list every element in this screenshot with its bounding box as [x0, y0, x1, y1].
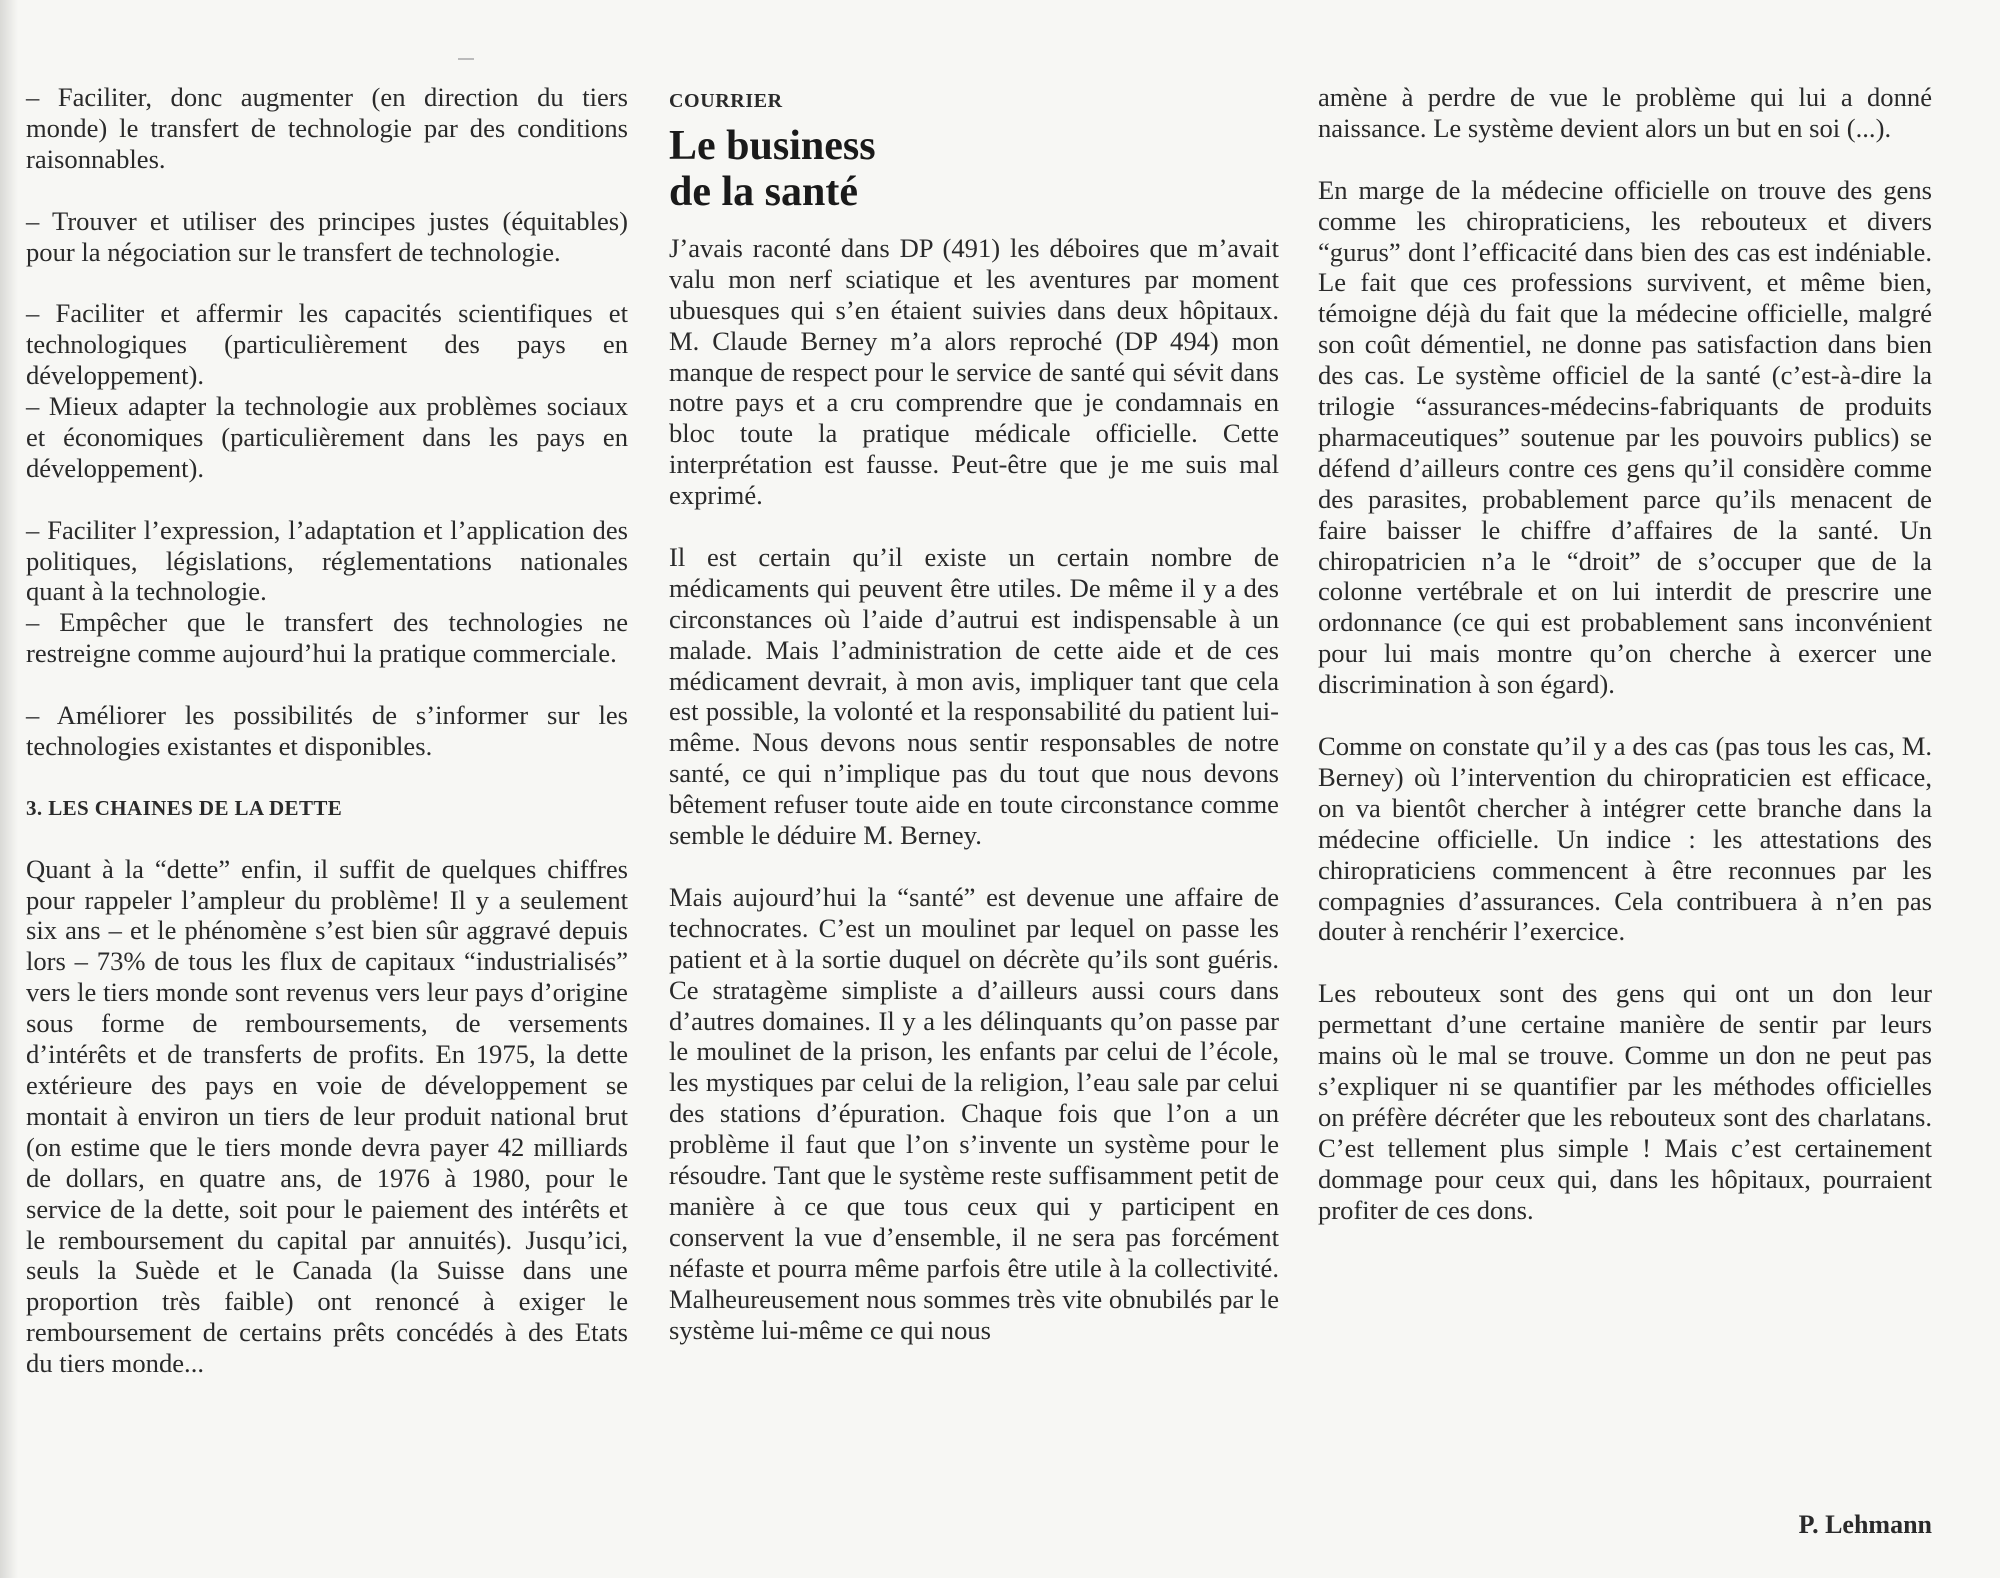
paragraph: Il est certain qu’il existe un certain nombre de médicaments qui peuvent être utiles. De même il y a des circonstances où l’aide d’autrui est indispensable à un malade. Mais l’administration de cette aide et de ces médicament devrait, à mon avis, impliquer tant que cela est possible, la volonté et la responsabilité du patient lui-même. Nous devons nous sentir responsables de notre santé, ce qui n’implique pas du tout que nous devons bêtement refuser toute aide en toute circonstance comme semble le déduire M. Berney.	[669, 541, 1279, 851]
paragraph: – Mieux adapter la technologie aux problèmes sociaux et économiques (particulièrement dans les pays en développement).	[26, 391, 628, 483]
article-title-line-1: Le business	[669, 122, 876, 169]
column-left	[26, 82, 628, 1410]
author-signature: P. Lehmann	[1798, 1510, 1932, 1539]
column-right	[1318, 82, 1932, 1256]
section-heading: 3. LES CHAINES DE LA DETTE	[26, 795, 343, 820]
paragraph: – Améliorer les possibilités de s’informer sur les technologies existantes et disponibles.	[26, 700, 628, 761]
paragraph: amène à perdre de vue le problème qui lui a donné naissance. Le système devient alors un but en soi (...).	[1318, 82, 1932, 143]
paragraph: – Empêcher que le transfert des technologies ne restreigne comme aujourd’hui la pratique commerciale.	[26, 607, 628, 669]
paragraph: J’avais raconté dans DP (491) les déboires que m’avait valu mon nerf sciatique et les aventures par moment ubuesques qui s’en étaient suivies dans deux hôpitaux. M. Claude Berney m’a alors reproché (DP 494) mon manque de respect pour le service de santé qui sévit dans notre pays et a cru comprendre que je condamnais en bloc toute la pratique médicale officielle. Cette interprétation est fausse. Peut-être que je me suis mal exprimé.	[669, 232, 1279, 511]
paragraph: En marge de la médecine officielle on trouve des gens comme les chiropraticiens, les rebouteux et divers “gurus” dont l’efficacité dans bien des cas est indéniable. Le fait que ces professions survivent, et même bien, témoigne déjà du fait que la médecine officielle, malgré son coût démentiel, ne donne pas satisfaction dans bien des cas. Le système officiel de la santé (c’est-à-dire la trilogie “assurances-médecins-fabriquants de produits pharmaceutiques” soutenue par les pouvoirs publics) se défend d’ailleurs contre ces gens qu’il considère comme des parasites, probablement parce qu’ils menacent de faire baisser le chiffre d’affaires de la santé. Un chiropatricien n’a le “droit” de s’occuper que de la colonne vertébrale et on lui interdit de prescrire une ordonnance (ce qui est probablement sans inconvénient pour lui mais montre qu’on cherche à exercer une discrimination à son égard).	[1318, 174, 1932, 700]
section-kicker: COURRIER	[669, 90, 783, 112]
paragraph: – Faciliter l’expression, l’adaptation et l’application des politiques, législations, réglementations nationales quant à la technologie.	[26, 514, 628, 607]
paragraph: – Faciliter et affermir les capacités scientifiques et technologiques (particulièrement des pays en développement).	[26, 298, 628, 391]
column-middle	[669, 82, 1279, 1376]
paragraph: Les rebouteux sont des gens qui ont un don leur permettant d’une certaine manière de sentir par leurs mains où le mal se trouve. Comme un don ne peut pas s’expliquer ni se quantifier par les méthodes officielles on préfère décréter que les rebouteux sont des charlatans. C’est tellement plus simple ! Mais c’est certainement dommage pour ceux qui, dans les hôpitaux, pourraient profiter de ces dons.	[1318, 978, 1932, 1225]
paragraph: Comme on constate qu’il y a des cas (pas tous les cas, M. Berney) où l’intervention du chiropraticien est efficace, on va bientôt chercher à intégrer cette branche dans la médecine officielle. Un indice : les attestations des chiropraticiens commencent à être reconnues par les compagnies d’assurances. Cela contribuera à n’en pas douter à renchérir l’exercice.	[1318, 731, 1932, 947]
paragraph: Mais aujourd’hui la “santé” est devenue une affaire de technocrates. C’est un moulinet par lequel on passe les patient et à la sortie duquel on décrète qu’ils sont guéris. Ce stratagème simpliste a d’ailleurs aussi cours dans d’autres domaines. Il y a les délinquants qu’on passe par le moulinet de la prison, les enfants par celui de l’école, les mystiques par celui de la religion, l’eau sale par celui des stations d’épuration. Chaque fois que l’on a un problème il faut que l’on s’invente un système pour le résoudre. Tant que le système reste suffisamment petit de manière à ce que tous ceux qui y participent en conservent la vue d’ensemble, il ne sera pas forcément néfaste et pourra même parfois être utile à la collectivité. Malheureusement nous sommes très vite obnubilés par le système lui-même ce qui nous	[669, 881, 1279, 1345]
print-speck	[458, 58, 474, 60]
article-title-line-2: de la santé	[669, 168, 858, 215]
article-title	[669, 123, 1279, 215]
paragraph: – Faciliter, donc augmenter (en direction du tiers monde) le transfert de technologie par des conditions raisonnables.	[26, 82, 628, 174]
page-edge-shadow	[0, 0, 18, 1578]
paragraph: – Trouver et utiliser des principes justes (équitables) pour la négociation sur le transfert de technologie.	[26, 205, 628, 267]
paragraph: Quant à la “dette” enfin, il suffit de quelques chiffres pour rappeler l’ampleur du problème! Il y a seulement six ans – et le phénomène s’est bien sûr aggravé depuis lors – 73% de tous les flux de capitaux “industrialisés” vers le tiers monde sont revenus vers leur pays d’origine sous forme de remboursements, de versements d’intérêts et de transferts de profits. En 1975, la dette extérieure des pays en voie de développement se montait à environ un tiers de leur produit national brut (on estime que le tiers monde devra payer 42 milliards de dollars, en quatre ans, de 1976 à 1980, pour le service de la dette, soit pour le paiement des intérêts et le remboursement du capital par annuités). Jusqu’ici, seuls la Suède et le Canada (la Suisse dans une proportion très faible) ont renoncé à exiger le remboursement de certains prêts concédés à des Etats du tiers monde...	[26, 853, 628, 1379]
